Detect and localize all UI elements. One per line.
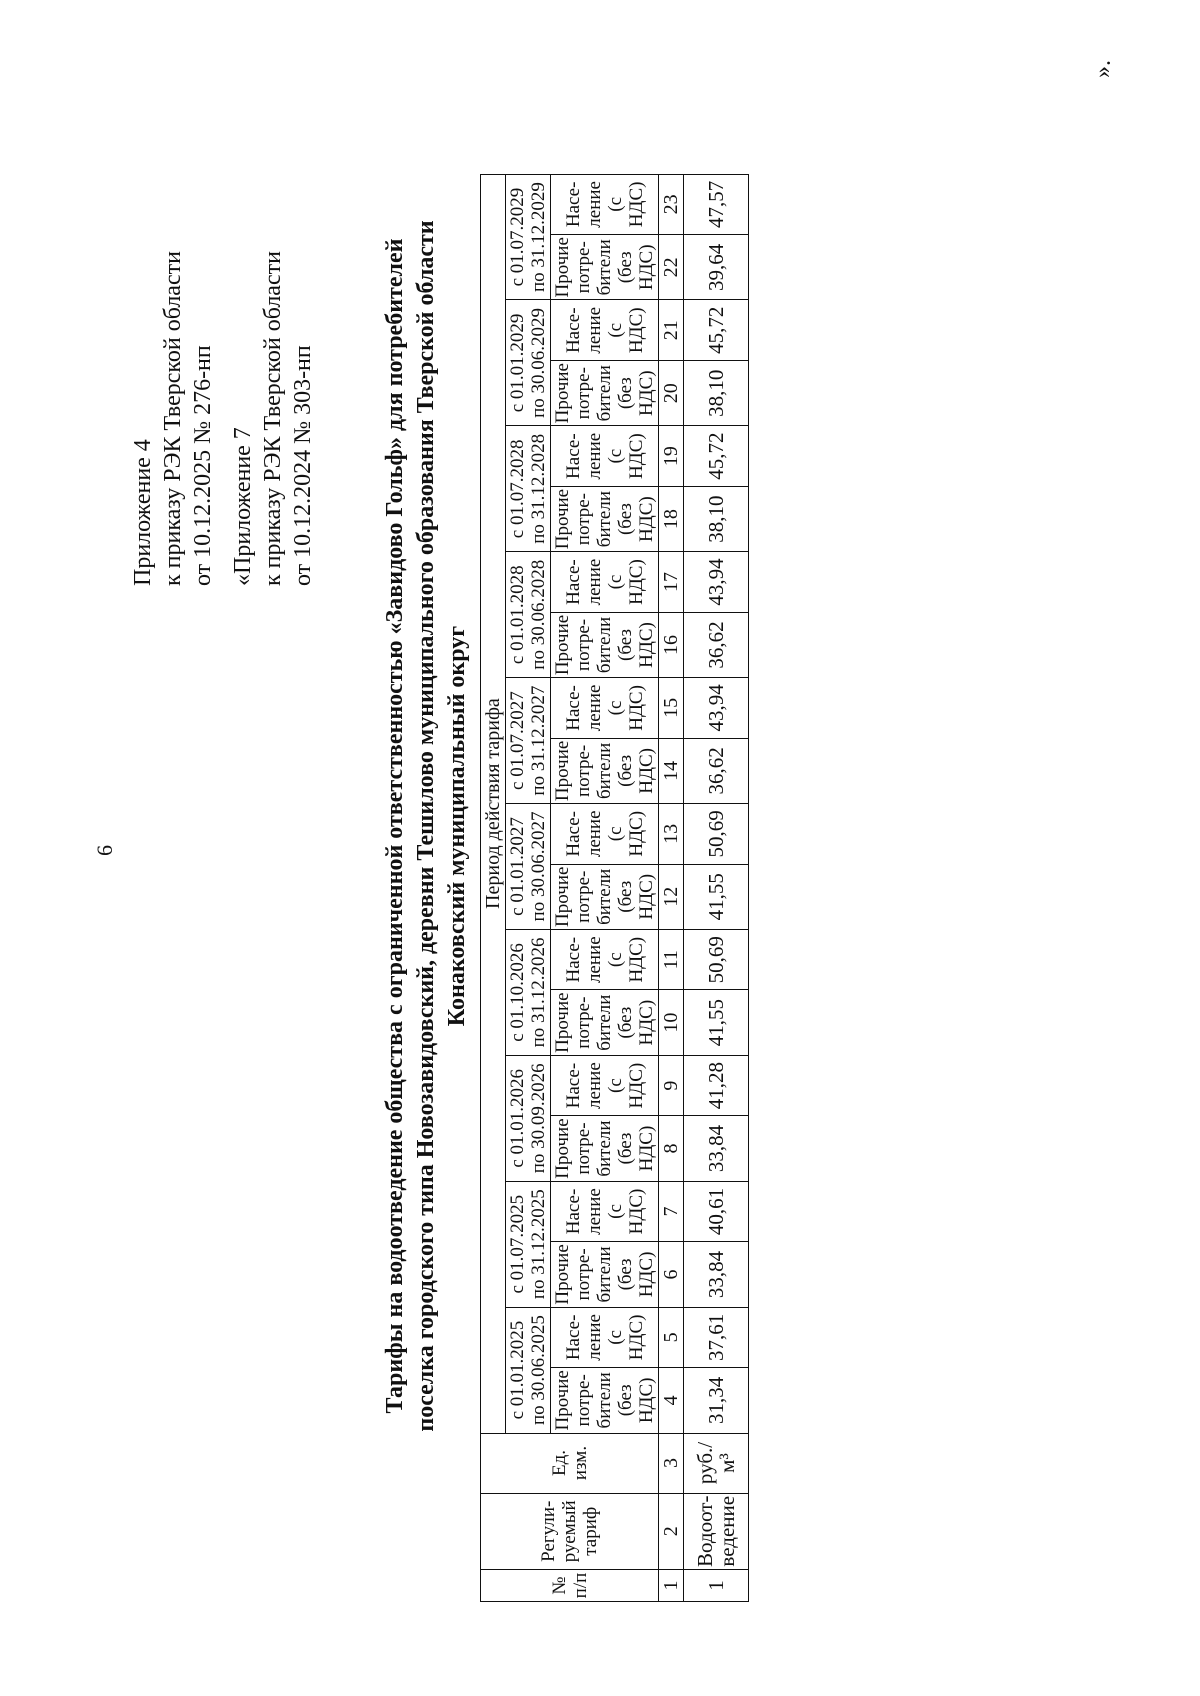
tariff-value: 36,62 — [684, 612, 749, 677]
row-tariff-name: Водоот-ведение — [684, 1493, 749, 1569]
consumer-other-head: Прочие потре-бители (без НДС) — [551, 361, 659, 426]
consumer-population-head: Насе-ление (с НДС) — [551, 1181, 659, 1242]
closing-quote: ». — [1090, 60, 1116, 78]
consumer-population-head: Насе-ление (с НДС) — [551, 174, 659, 235]
column-number: 22 — [659, 235, 684, 300]
table-row — [684, 174, 749, 1601]
column-number: 19 — [659, 426, 684, 487]
col-head-tariff: Регули-руемый тариф — [481, 1493, 659, 1569]
consumer-population-head: Насе-ление (с НДС) — [551, 300, 659, 361]
title-line: Тарифы на водоотведение общества с ограниченной ответственностью «Завидово Гольф» для потребителей — [382, 238, 408, 1414]
header-row-consumers — [551, 174, 659, 1601]
appendix-old-line: к приказу РЭК Тверской области — [260, 251, 286, 586]
tariff-value: 45,72 — [684, 426, 749, 487]
consumer-population-head: Насе-ление (с НДС) — [551, 1307, 659, 1368]
tariff-value: 41,55 — [684, 990, 749, 1055]
tariff-value: 38,10 — [684, 361, 749, 426]
title-line: поселка городского типа Новозавидовский, деревни Тешилово муниципального образования Тверской области — [413, 220, 439, 1432]
column-number: 2 — [659, 1493, 684, 1569]
period-range: с 01.10.2026 по 31.12.2026 — [506, 929, 551, 1055]
tariff-value: 38,10 — [684, 486, 749, 551]
column-number-row — [659, 174, 684, 1601]
consumer-other-head: Прочие потре-бители (без НДС) — [551, 990, 659, 1055]
tariff-value: 33,84 — [684, 1242, 749, 1307]
period-range: с 01.07.2025 по 31.12.2025 — [506, 1181, 551, 1307]
column-number: 15 — [659, 678, 684, 739]
column-number: 1 — [659, 1570, 684, 1602]
tariff-value: 40,61 — [684, 1181, 749, 1242]
tariff-value: 43,94 — [684, 678, 749, 739]
column-number: 8 — [659, 1116, 684, 1181]
appendix-header-new — [128, 251, 218, 586]
tariff-table — [480, 174, 749, 1602]
column-number: 12 — [659, 864, 684, 929]
column-number: 13 — [659, 804, 684, 865]
column-number: 21 — [659, 300, 684, 361]
consumer-population-head: Насе-ление (с НДС) — [551, 929, 659, 990]
consumer-population-head: Насе-ление (с НДС) — [551, 426, 659, 487]
column-number: 6 — [659, 1242, 684, 1307]
column-number: 11 — [659, 929, 684, 990]
col-head-number: № п/п — [481, 1570, 659, 1602]
column-number: 20 — [659, 361, 684, 426]
header-row-dates — [506, 174, 551, 1601]
tariff-value: 31,34 — [684, 1368, 749, 1433]
tariff-value: 45,72 — [684, 300, 749, 361]
tariff-value: 47,57 — [684, 174, 749, 235]
tariff-value: 41,55 — [684, 864, 749, 929]
tariff-value: 50,69 — [684, 804, 749, 865]
header-row-period — [481, 174, 506, 1601]
tariff-value: 33,84 — [684, 1116, 749, 1181]
column-number: 17 — [659, 552, 684, 613]
consumer-population-head: Насе-ление (с НДС) — [551, 678, 659, 739]
appendix-old-line: от 10.12.2024 № 303-нп — [290, 345, 316, 586]
appendix-header-old — [228, 251, 318, 586]
title-line: Конаковский муниципальный округ — [444, 625, 470, 1027]
period-range: с 01.01.2026 по 30.09.2026 — [506, 1055, 551, 1181]
period-range: с 01.01.2027 по 30.06.2027 — [506, 804, 551, 930]
tariff-value: 41,28 — [684, 1055, 749, 1116]
column-number: 4 — [659, 1368, 684, 1433]
tariff-value: 37,61 — [684, 1307, 749, 1368]
page-number: 6 — [92, 845, 117, 856]
consumer-other-head: Прочие потре-бители (без НДС) — [551, 486, 659, 551]
appendix-new-line: Приложение 4 — [130, 439, 156, 586]
period-range: с 01.07.2028 по 31.12.2028 — [506, 426, 551, 552]
column-number: 18 — [659, 486, 684, 551]
consumer-other-head: Прочие потре-бители (без НДС) — [551, 1242, 659, 1307]
consumer-population-head: Насе-ление (с НДС) — [551, 552, 659, 613]
period-range: с 01.07.2029 по 31.12.2029 — [506, 174, 551, 300]
consumer-other-head: Прочие потре-бители (без НДС) — [551, 612, 659, 677]
period-range: с 01.07.2027 по 31.12.2027 — [506, 678, 551, 804]
column-number: 23 — [659, 174, 684, 235]
tariff-value: 50,69 — [684, 929, 749, 990]
consumer-other-head: Прочие потре-бители (без НДС) — [551, 738, 659, 803]
appendix-old-line: «Приложение 7 — [230, 427, 256, 586]
appendix-new-line: к приказу РЭК Тверской области — [160, 251, 186, 586]
period-header: Период действия тарифа — [481, 174, 506, 1433]
tariff-value: 39,64 — [684, 235, 749, 300]
consumer-other-head: Прочие потре-бители (без НДС) — [551, 1116, 659, 1181]
col-head-unit: Ед. изм. — [481, 1433, 659, 1493]
row-unit: руб./м³ — [684, 1433, 749, 1493]
consumer-other-head: Прочие потре-бители (без НДС) — [551, 1368, 659, 1433]
column-number: 9 — [659, 1055, 684, 1116]
tariff-value: 43,94 — [684, 552, 749, 613]
column-number: 10 — [659, 990, 684, 1055]
consumer-other-head: Прочие потре-бители (без НДС) — [551, 864, 659, 929]
consumer-population-head: Насе-ление (с НДС) — [551, 804, 659, 865]
document-title — [380, 86, 473, 1566]
tariff-value: 36,62 — [684, 738, 749, 803]
column-number: 3 — [659, 1433, 684, 1493]
consumer-population-head: Насе-ление (с НДС) — [551, 1055, 659, 1116]
period-range: с 01.01.2025 по 30.06.2025 — [506, 1307, 551, 1433]
consumer-other-head: Прочие потре-бители (без НДС) — [551, 235, 659, 300]
column-number: 5 — [659, 1307, 684, 1368]
appendix-new-line: от 10.12.2025 № 276-нп — [190, 345, 216, 586]
row-number: 1 — [684, 1570, 749, 1602]
column-number: 14 — [659, 738, 684, 803]
period-range: с 01.01.2028 по 30.06.2028 — [506, 552, 551, 678]
column-number: 7 — [659, 1181, 684, 1242]
column-number: 16 — [659, 612, 684, 677]
period-range: с 01.01.2029 по 30.06.2029 — [506, 300, 551, 426]
